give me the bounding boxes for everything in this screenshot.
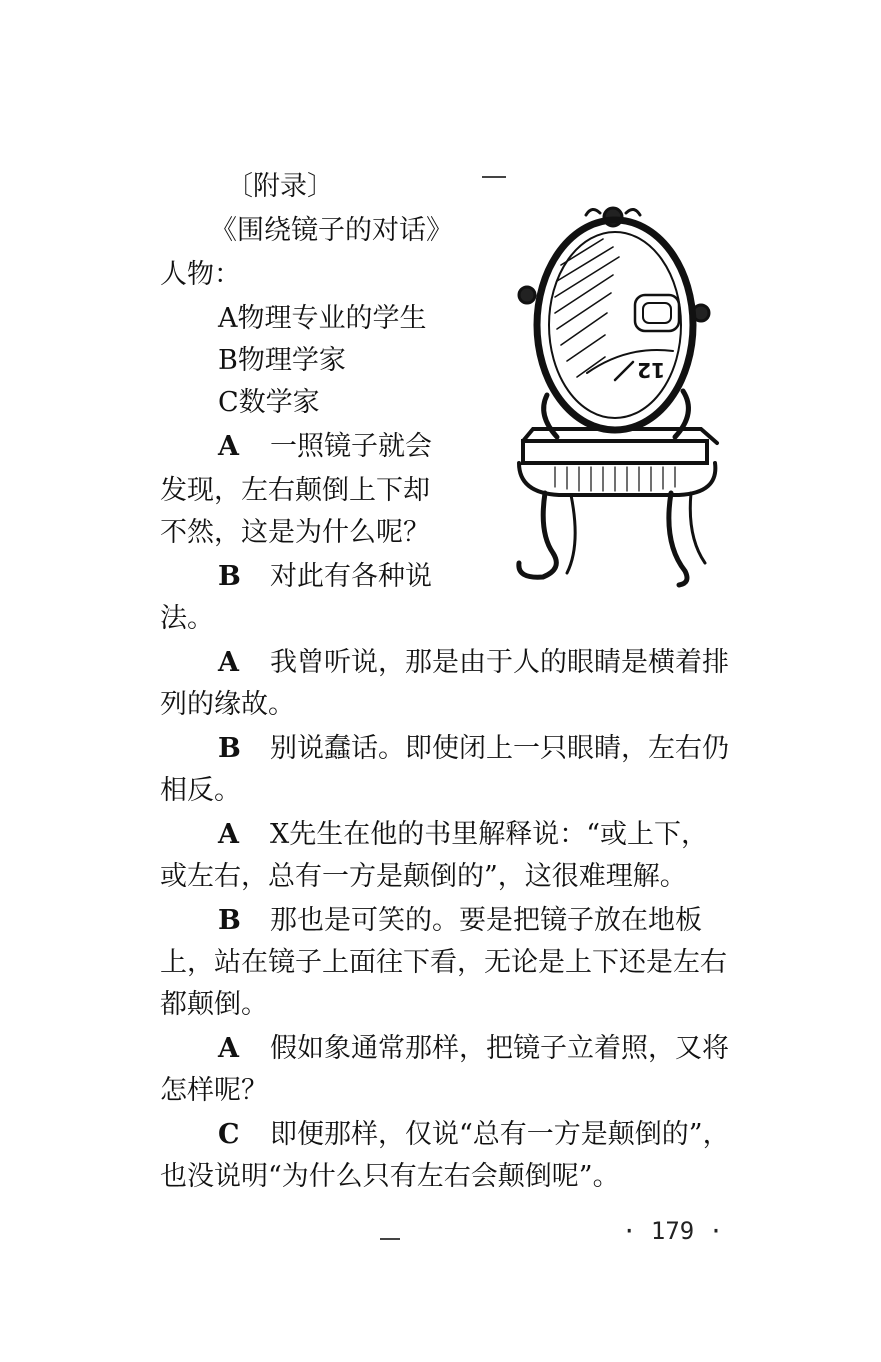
- dialogue-line: 都颠倒。: [160, 989, 268, 1020]
- dialogue-line: 相反。: [160, 775, 241, 806]
- vanity-mirror-icon: [495, 195, 730, 600]
- dialogue-text: 别说蠢话。即使闭上一只眼睛，左右仍: [270, 733, 729, 764]
- speaker-label: A: [218, 647, 239, 678]
- dialogue-text: 即便那样，仅说“总有一方是颠倒的”，: [270, 1119, 730, 1150]
- dialogue-text: 假如象通常那样，把镜子立着照，又将: [270, 1033, 729, 1064]
- dialogue-line: [218, 818, 708, 852]
- speaker-label: A: [218, 1033, 239, 1064]
- speaker-label: C: [218, 1119, 240, 1150]
- scan-speck: [380, 1238, 400, 1240]
- character-b: B物理学家: [218, 345, 346, 376]
- dialogue-line: 上，站在镜子上面往下看，无论是上下还是左右: [160, 947, 727, 978]
- dialogue-line: 怎样呢？: [160, 1075, 268, 1106]
- dialogue-line: [218, 646, 729, 680]
- characters-label: 人物：: [160, 259, 241, 290]
- mirror-clock-text: 12: [637, 358, 665, 382]
- speaker-label: A: [218, 819, 239, 850]
- dialogue-line: 发现，左右颠倒上下却: [160, 475, 430, 506]
- speaker-label: B: [218, 561, 241, 592]
- character-c: C数学家: [218, 387, 320, 418]
- character-a: A物理专业的学生: [218, 303, 427, 334]
- speaker-label: B: [218, 733, 241, 764]
- dialogue-line: 不然，这是为什么呢？: [160, 517, 430, 548]
- speaker-label: A: [218, 431, 239, 462]
- speaker-label: B: [218, 905, 241, 936]
- dialogue-text: 那也是可笑的。要是把镜子放在地板: [270, 905, 702, 936]
- scan-speck: [482, 176, 506, 178]
- dialogue-text: X先生在他的书里解释说：“或上下，: [270, 819, 709, 850]
- dialogue-line: 法。: [160, 603, 214, 634]
- dialogue-title: 《围绕镜子的对话》: [210, 215, 453, 246]
- dialogue-line: [218, 430, 432, 464]
- dialogue-line: 列的缘故。: [160, 689, 295, 720]
- dialogue-line: [218, 1032, 729, 1066]
- dialogue-line: 也没说明“为什么只有左右会颠倒呢”。: [160, 1161, 620, 1192]
- dialogue-line: [218, 904, 702, 938]
- appendix-label: 〔附录〕: [226, 171, 334, 202]
- dialogue-line: [218, 560, 432, 594]
- dialogue-line: [218, 732, 729, 766]
- dialogue-text: 我曾听说，那是由于人的眼睛是横着排: [270, 647, 729, 678]
- page-number: · 179 ·: [622, 1217, 724, 1245]
- dialogue-line: [218, 1118, 730, 1152]
- dialogue-line: 或左右，总有一方是颠倒的”，这很难理解。: [160, 861, 687, 892]
- dialogue-text: 一照镜子就会: [270, 431, 432, 462]
- dialogue-text: 对此有各种说: [270, 561, 432, 592]
